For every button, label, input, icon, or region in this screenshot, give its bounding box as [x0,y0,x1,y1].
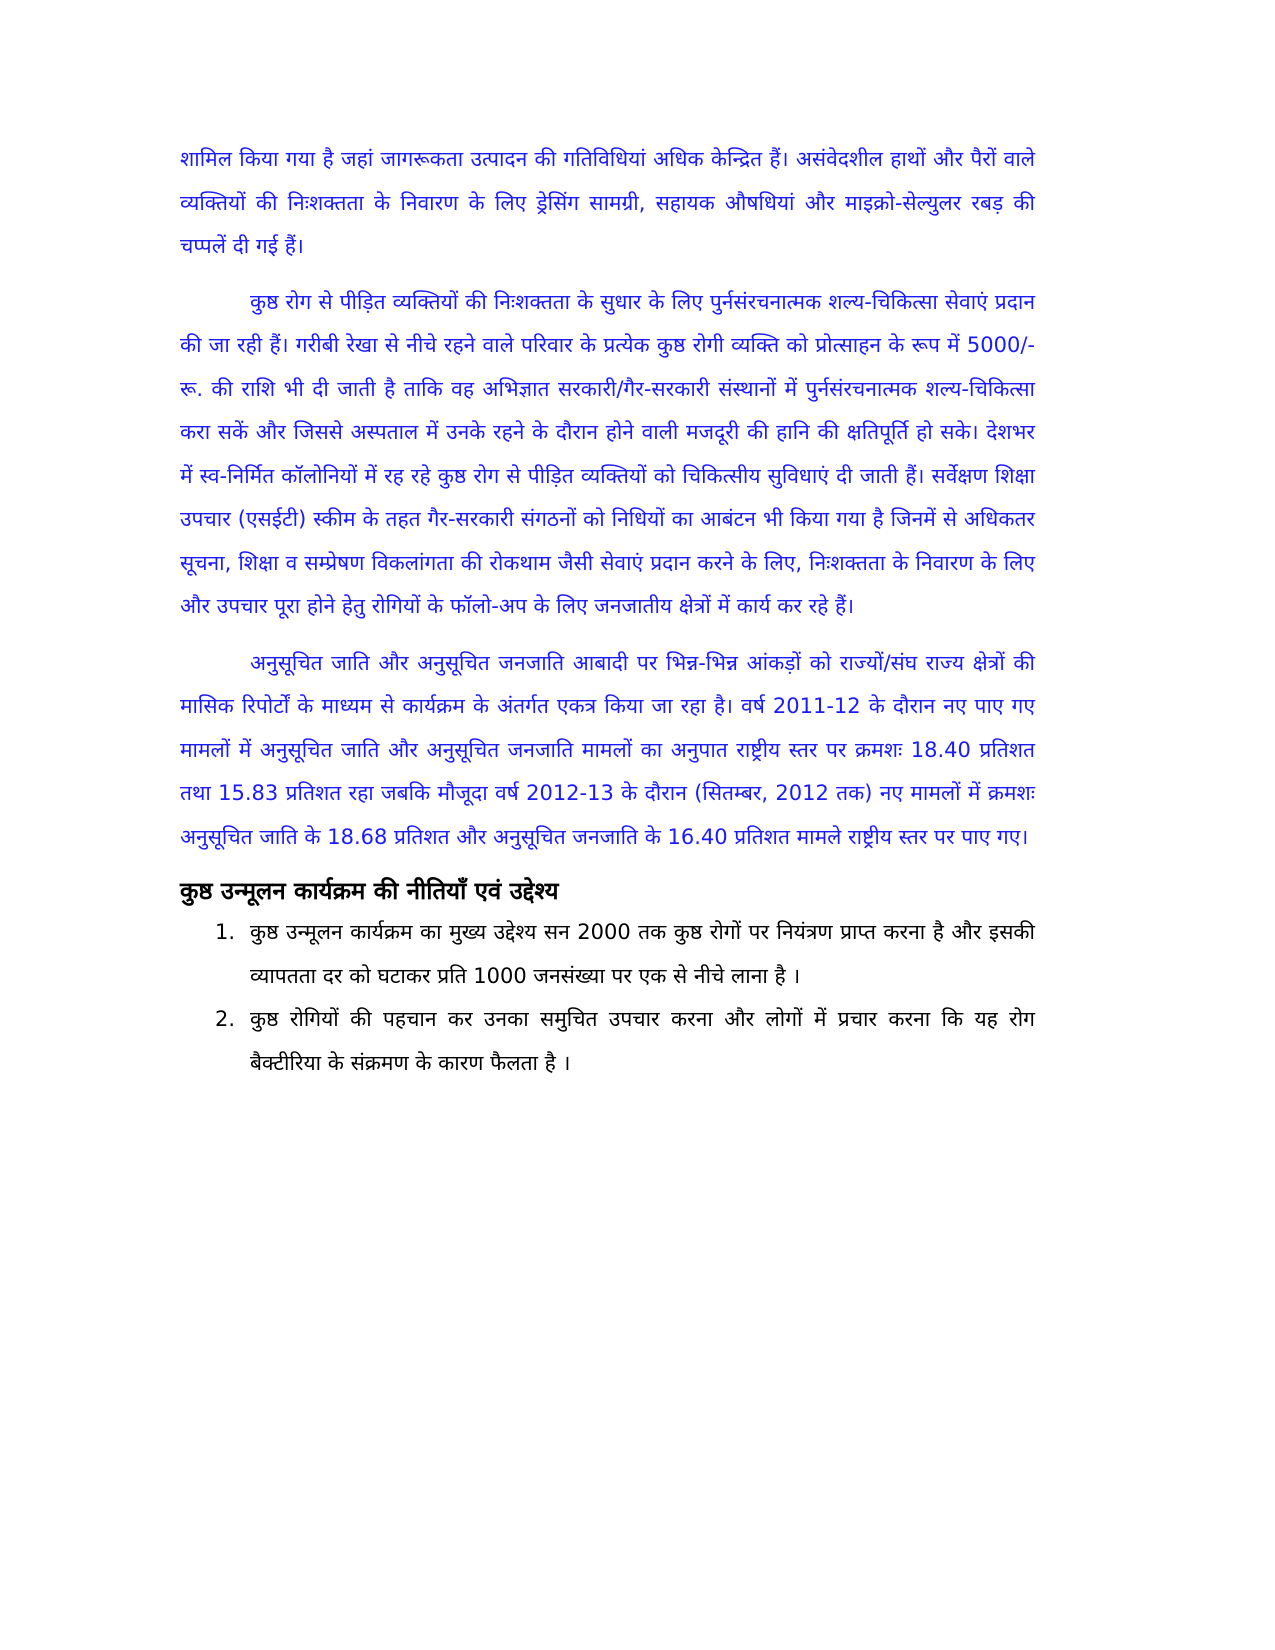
section-heading: कुष्ठ उन्मूलन कार्यक्रम की नीतियाँ एवं उद्देश्य [180,877,559,905]
document-page [180,138,1035,1085]
list-item-number: 2. [215,1007,236,1031]
list-item [180,998,1035,1085]
list-item-number: 1. [215,920,236,944]
list-item-text: कुष्ठ रोगियों की पहचान कर उनका समुचित उपचार करना और लोगों में प्रचार करना कि यह रोग बैक्टीरिया के संक्रमण के कारण फैलता है । [250,1007,1035,1075]
paragraph-reconstructive-surgery: कुष्ठ रोग से पीड़ित व्यक्तियों की निःशक्तता के सुधार के लिए पुर्नसंरचनात्मक शल्य-चिकित्सा सेवाएं प्रदान की जा रही हैं। गरीबी रेखा से नीचे रहने वाले परिवार के प्रत्येक कुष्ठ रोगी व्यक्ति को प्रोत्साहन के रूप में 5000/-रू. की राशि भी दी जाती है ताकि वह अभिज्ञात सरकारी/गैर-सरकारी संस्थानों में पुर्नसंरचनात्मक शल्य-चिकित्सा करा सकें और जिससे अस्पताल में उनके रहने के दौरान होने वाली मजदूरी की हानि की क्षतिपूर्ति हो सके। देशभर में स्व-निर्मित कॉलोनियों में रह रहे कुष्ठ रोग से पीड़ित व्यक्तियों को चिकित्सीय सुविधाएं दी जाती हैं। सर्वेक्षण शिक्षा उपचार (एसईटी) स्कीम के तहत गैर-सरकारी संगठनों को निधियों का आबंटन भी किया गया है जिनमें से अधिकतर सूचना, शिक्षा व सम्प्रेषण विकलांगता की रोकथाम जैसी सेवाएं प्रदान करने के लिए, निःशक्तता के निवारण के लिए और उपचार पूरा होने हेतु रोगियों के फॉलो-अप के लिए जनजातीय क्षेत्रों में कार्य कर रहे हैं। [180,289,1035,618]
list-item-text: कुष्ठ उन्मूलन कार्यक्रम का मुख्य उद्देश्य सन 2000 तक कुष्ठ रोगों पर नियंत्रण प्राप्त करना है और इसकी व्यापतता दर को घटाकर प्रति 1000 जनसंख्या पर एक से नीचे लाना है । [250,920,1035,988]
list-item [180,911,1035,998]
paragraph-sc-st-data: अनुसूचित जाति और अनुसूचित जनजाति आबादी पर भिन्न-भिन्न आंकड़ों को राज्यों/संघ राज्य क्षेत्रों की मासिक रिपोर्टों के माध्यम से कार्यक्रम के अंतर्गत एकत्र किया जा रहा है। वर्ष 2011-12 के दौरान नए पाए गए मामलों में अनुसूचित जाति और अनुसूचित जनजाति मामलों का अनुपात राष्ट्रीय स्तर पर क्रमशः 18.40 प्रतिशत तथा 15.83 प्रतिशत रहा जबकि मौजूदा वर्ष 2012-13 के दौरान (सितम्बर, 2012 तक) नए मामलों में क्रमशः अनुसूचित जाति के 18.68 प्रतिशत और अनुसूचित जनजाति के 16.40 प्रतिशत मामले राष्ट्रीय स्तर पर पाए गए। [180,650,1035,849]
paragraph-continuation: शामिल किया गया है जहां जागरूकता उत्पादन की गतिविधियां अधिक केन्द्रित हैं। असंवेदशील हाथों और पैरों वाले व्यक्तियों की निःशक्तता के निवारण के लिए ड्रेसिंग सामग्री, सहायक औषधियां और माइक्रो-सेल्युलर रबड़ की चप्पलें दी गई हैं। [180,147,1035,258]
objectives-list [180,911,1035,1085]
